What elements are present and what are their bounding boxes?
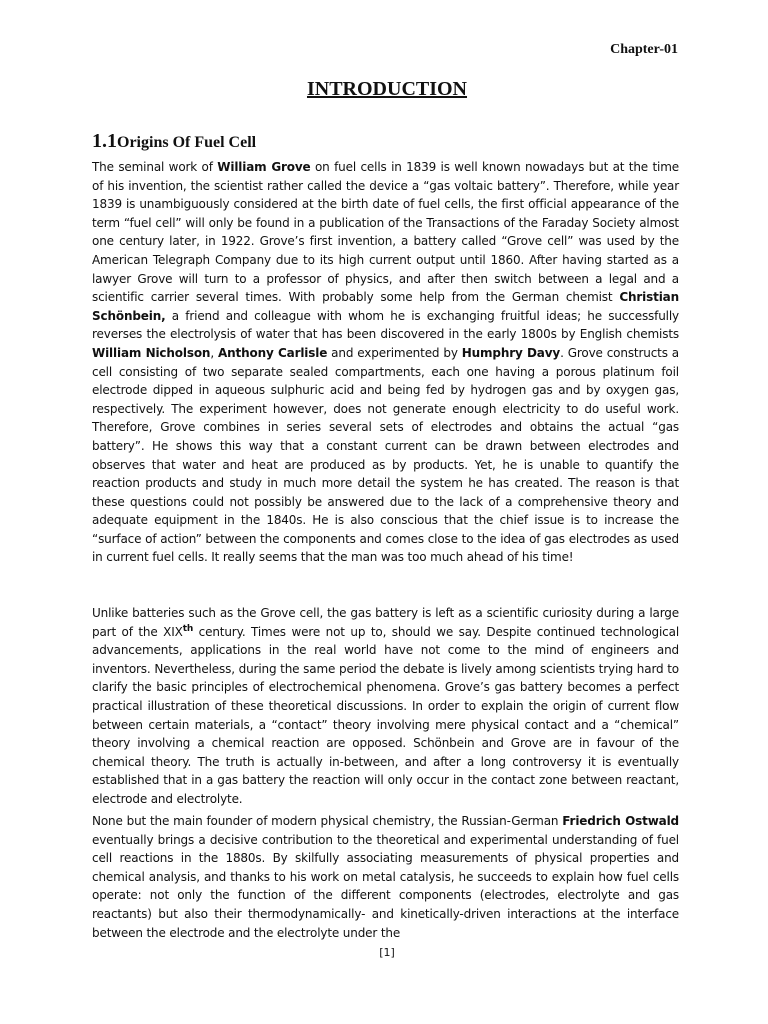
paragraph-text: , [210,345,218,360]
paragraph-text: The seminal work of [92,160,218,174]
person-name: William Nicholson [92,345,211,360]
paragraph-text: on fuel cells in 1839 is well known nowadays but at the time of his invention, the scientist rather called the device a “gas voltaic battery”. Therefore, while year 1839 is unambiguously considered at the birth date of fuel cells, the first official appearance of the term “fuel cell” will only be found in a publication of the Transactions of the Faraday Society almost one century later, in 1922. Grove’s first invention, a battery called “Grove cell” was used by the American Telegraph Company due to its high current output until 1860. After having started as a lawyer Grove will turn to a professor of physics, and after then switch between a legal and a scientific carrier several times. With probably some help from the German chemist [92,160,680,305]
person-name: William Grove [217,160,311,174]
paragraph-text: Unlike batteries such as the Grove cell, the gas battery is left as a scientific curiosity during a large part of the XIX [92,606,679,639]
paragraph-text: a friend and colleague with whom he is exchanging fruitful ideas; he successfully reverses the electrolysis of water that has been discovered in the early 1800s by English chemists [92,308,679,342]
paragraph-text: and experimented by [327,345,462,360]
superscript: th [182,623,194,634]
paragraph [92,158,679,567]
section-title: Origins Of Fuel Cell [117,134,257,151]
paragraph [92,604,679,809]
person-name: Friedrich Ostwald [562,814,679,828]
chapter-label: Chapter-01 [610,42,678,57]
page-number: [1] [379,946,395,959]
page-title: INTRODUCTION [306,78,468,100]
paragraph-text: century. Times were not up to, should we say. Despite continued technological advancements, applications in the real world have not come to the mind of engineers and inventors. Nevertheless, during the same period the debate is lively among scientists trying hard to clarify the basic principles of electrochemical phenomena. Grove’s gas battery becomes a perfect practical illustration of these theoretical discussions. In order to explain the origin of current flow between certain materials, a “contact” theory involving mere physical contact and a “chemical” theory involving a chemical reaction are opposed. Schönbein and Grove are in favour of the chemical theory. The truth is actually in-between, and after a long controversy it is eventually established that in a gas battery the reaction will only occur in the contact zone between reactant, electrode and electrolyte. [92,624,679,806]
section-number: 1.1 [92,130,117,152]
paragraph-text: eventually brings a decisive contribution to the theoretical and experimental understanding of fuel cell reactions in the 1880s. By skilfully associating measurements of physical properties and chemical analysis, and thanks to his work on metal catalysis, he succeeds to explain how fuel cells operate: not only the function of the different components (electrodes, electrolyte and gas reactants) but also their thermodynamically- and kinetically-driven interactions at the interface between the electrode and the electrolyte under the [92,832,679,940]
paragraph-text: None but the main founder of modern physical chemistry, the Russian-German [92,814,563,828]
person-name: Humphry Davy [461,345,561,360]
section-heading [92,130,256,153]
paragraph-text: . Grove constructs a cell consisting of two separate sealed compartments, each one having a porous platinum foil electrode dipped in aqueous sulphuric acid and being fed by hydrogen gas and by oxygen gas, respectively. The experiment however, does not generate enough electricity to do useful work. Therefore, Grove combines in series several sets of electrodes and obtains the actual “gas battery”. He shows this way that a constant current can be drawn between electrodes and observes that water and heat are produced as by products. Yet, he is unable to quantify the reaction products and study in much more detail the system he has created. The reason is that these questions could not possibly be answered due to the lack of a comprehensive theory and adequate equipment in the 1840s. He is also conscious that the chief issue is to increase the “surface of action” between the components and comes close to the idea of gas electrodes as used in current fuel cells. It really seems that the man was too much ahead of his time! [92,345,679,565]
person-name: Christian Schönbein, [92,290,679,323]
paragraph [92,812,679,942]
person-name: Anthony Carlisle [217,345,328,360]
